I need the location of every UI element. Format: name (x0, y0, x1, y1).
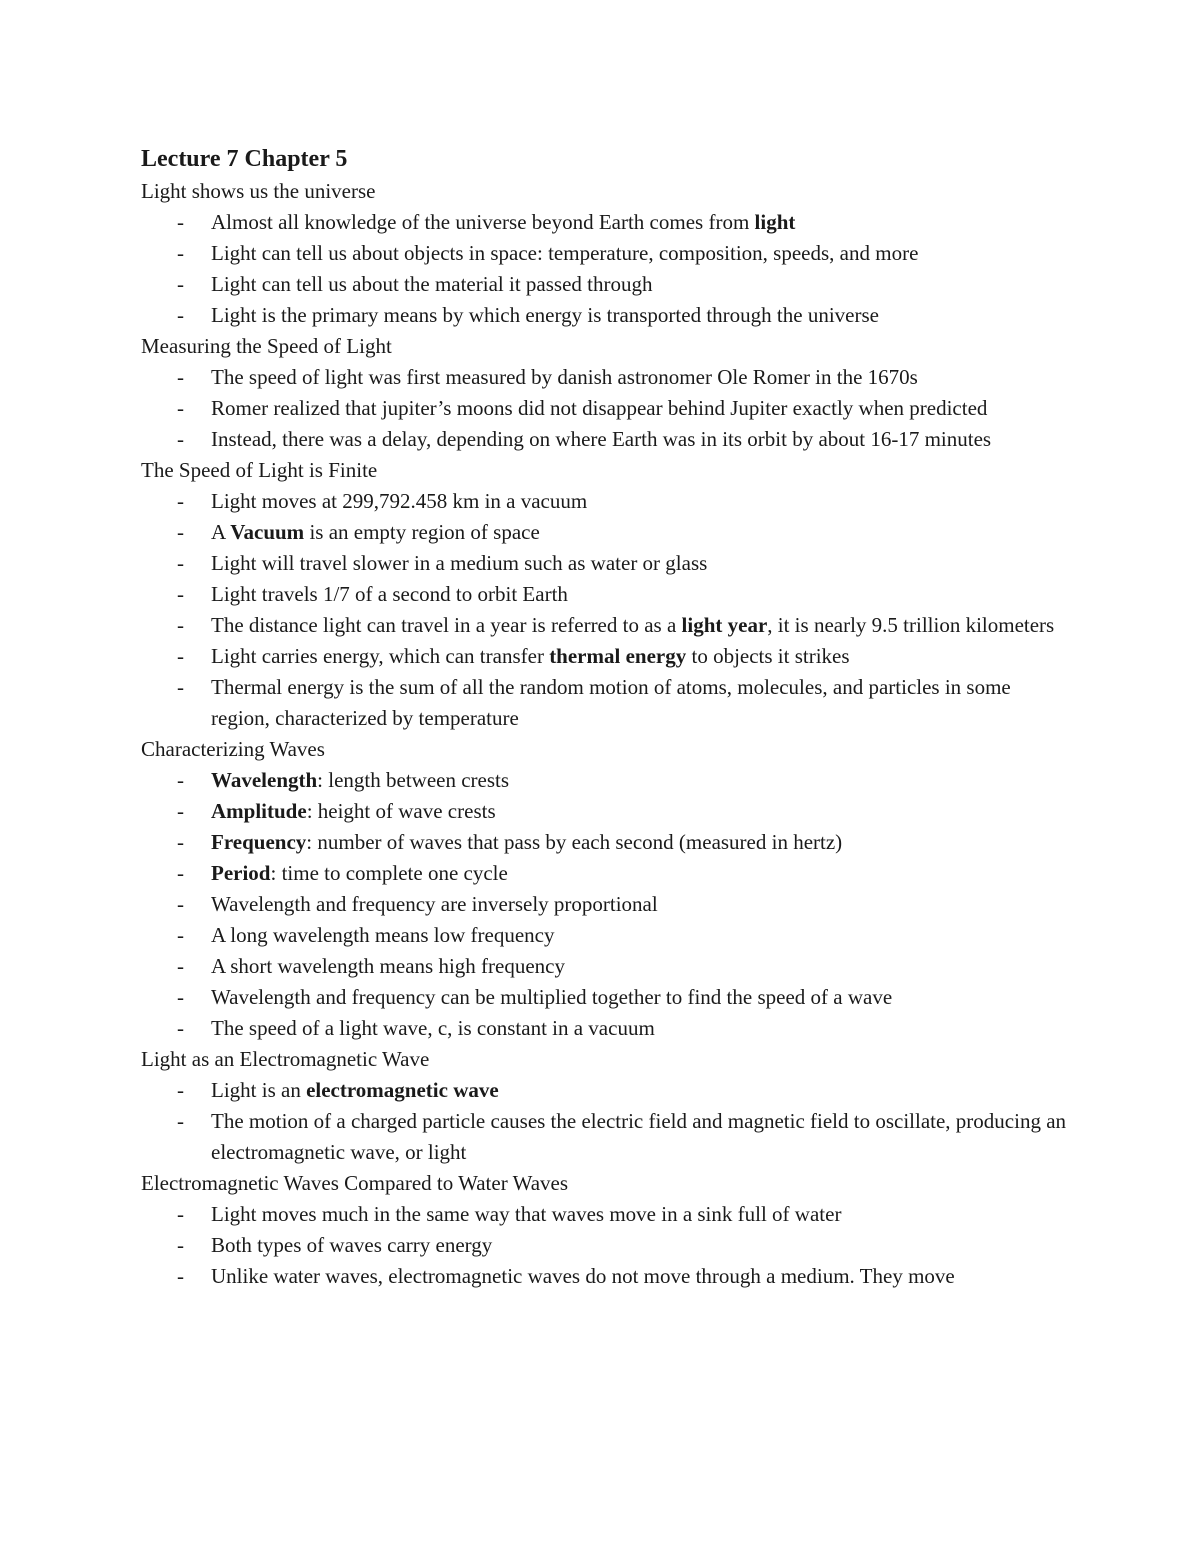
bullet-item (141, 641, 1071, 672)
section-heading: Characterizing Waves (141, 737, 325, 761)
dash-bullet-icon: - (177, 582, 184, 606)
bullet-item (141, 207, 1071, 238)
section-heading: The Speed of Light is Finite (141, 458, 378, 482)
dash-bullet-icon: - (177, 1233, 184, 1257)
bullet-item (141, 1013, 1071, 1044)
bullet-list (141, 1075, 1071, 1168)
text-segment: : time to complete one cycle (270, 861, 508, 885)
dash-bullet-icon: - (177, 520, 184, 544)
dash-bullet-icon: - (177, 1109, 184, 1133)
bullet-item (141, 548, 1071, 579)
text-segment: The speed of light was first measured by danish astronomer Ole Romer in the 1670s (211, 365, 918, 389)
dash-bullet-icon: - (177, 799, 184, 823)
dash-bullet-icon: - (177, 210, 184, 234)
dash-bullet-icon: - (177, 1078, 184, 1102)
bullet-item (141, 486, 1071, 517)
dash-bullet-icon: - (177, 551, 184, 575)
text-segment: The distance light can travel in a year is referred to as a (211, 613, 682, 637)
dash-bullet-icon: - (177, 365, 184, 389)
dash-bullet-icon: - (177, 861, 184, 885)
text-segment: Unlike water waves, electromagnetic waves do not move through a medium. They move (211, 1264, 955, 1288)
bold-term: Vacuum (230, 520, 305, 544)
dash-bullet-icon: - (177, 923, 184, 947)
bullet-list (141, 1199, 1071, 1292)
bold-term: light (754, 210, 796, 234)
text-segment: Almost all knowledge of the universe beyond Earth comes from (211, 210, 755, 234)
bullet-item (141, 765, 1071, 796)
text-segment: Light moves much in the same way that waves move in a sink full of water (211, 1202, 842, 1226)
bold-term: Wavelength (211, 768, 318, 792)
bullet-item (141, 827, 1071, 858)
bold-term: Period (211, 861, 271, 885)
text-segment: Wavelength and frequency are inversely proportional (211, 892, 658, 916)
text-segment: : length between crests (317, 768, 510, 792)
bold-term: Amplitude (211, 799, 307, 823)
text-segment: Light can tell us about objects in space: temperature, composition, speeds, and more (211, 241, 919, 265)
dash-bullet-icon: - (177, 396, 184, 420)
bullet-item (141, 982, 1071, 1013)
bullet-item (141, 517, 1071, 548)
text-segment: A (211, 520, 231, 544)
text-segment: The motion of a charged particle causes the electric field and magnetic field to oscillate, producing an electromagnetic wave, or light (211, 1109, 1067, 1164)
text-segment: Light will travel slower in a medium such as water or glass (211, 551, 708, 575)
bullet-list (141, 362, 1071, 455)
bullet-item (141, 269, 1071, 300)
bullet-item (141, 672, 1071, 734)
sections-container (141, 176, 1071, 1292)
text-segment: : number of waves that pass by each second (measured in hertz) (306, 830, 843, 854)
text-segment: Light moves at 299,792.458 km in a vacuum (211, 489, 588, 513)
text-segment: Light carries energy, which can transfer (211, 644, 550, 668)
text-segment: Both types of waves carry energy (211, 1233, 493, 1257)
bullet-item (141, 362, 1071, 393)
text-segment: Thermal energy is the sum of all the random motion of atoms, molecules, and particles in some region, characterized by temperature (211, 675, 1011, 730)
bullet-item (141, 796, 1071, 827)
document-title: Lecture 7 Chapter 5 (141, 146, 348, 172)
dash-bullet-icon: - (177, 613, 184, 637)
bullet-item (141, 1199, 1071, 1230)
bullet-item (141, 889, 1071, 920)
dash-bullet-icon: - (177, 1202, 184, 1226)
document-page (141, 142, 1071, 1292)
bullet-item (141, 1261, 1071, 1292)
dash-bullet-icon: - (177, 241, 184, 265)
text-segment: , it is nearly 9.5 trillion kilometers (767, 613, 1055, 637)
text-segment: is an empty region of space (304, 520, 540, 544)
bullet-item (141, 858, 1071, 889)
text-segment: Light is the primary means by which energy is transported through the universe (211, 303, 879, 327)
text-segment: Light is an (211, 1078, 307, 1102)
dash-bullet-icon: - (177, 427, 184, 451)
dash-bullet-icon: - (177, 644, 184, 668)
bullet-item (141, 1230, 1071, 1261)
dash-bullet-icon: - (177, 892, 184, 916)
bullet-item (141, 424, 1071, 455)
text-segment: A short wavelength means high frequency (211, 954, 565, 978)
bullet-item (141, 951, 1071, 982)
dash-bullet-icon: - (177, 830, 184, 854)
bold-term: Frequency (211, 830, 307, 854)
dash-bullet-icon: - (177, 985, 184, 1009)
bullet-item (141, 579, 1071, 610)
dash-bullet-icon: - (177, 1016, 184, 1040)
text-segment: A long wavelength means low frequency (211, 923, 555, 947)
text-segment: Instead, there was a delay, depending on where Earth was in its orbit by about 16-17 minutes (211, 427, 992, 451)
bullet-list (141, 765, 1071, 1044)
bullet-item (141, 610, 1071, 641)
text-segment: Romer realized that jupiter’s moons did not disappear behind Jupiter exactly when predicted (211, 396, 988, 420)
section-heading: Measuring the Speed of Light (141, 334, 392, 358)
bullet-item (141, 1075, 1071, 1106)
section-heading: Light as an Electromagnetic Wave (141, 1047, 430, 1071)
bullet-item (141, 920, 1071, 951)
bullet-item (141, 238, 1071, 269)
text-segment: The speed of a light wave, c, is constant in a vacuum (211, 1016, 655, 1040)
dash-bullet-icon: - (177, 1264, 184, 1288)
bold-term: thermal energy (549, 644, 687, 668)
section-heading: Electromagnetic Waves Compared to Water Waves (141, 1171, 569, 1195)
bullet-list (141, 486, 1071, 734)
bullet-item (141, 300, 1071, 331)
dash-bullet-icon: - (177, 272, 184, 296)
text-segment: Light travels 1/7 of a second to orbit Earth (211, 582, 568, 606)
bold-term: electromagnetic wave (306, 1078, 499, 1102)
dash-bullet-icon: - (177, 768, 184, 792)
bullet-item (141, 1106, 1071, 1168)
bold-term: light year (681, 613, 768, 637)
bullet-item (141, 393, 1071, 424)
section-heading: Light shows us the universe (141, 179, 376, 203)
bullet-list (141, 207, 1071, 331)
text-segment: Wavelength and frequency can be multiplied together to find the speed of a wave (211, 985, 893, 1009)
text-segment: Light can tell us about the material it passed through (211, 272, 653, 296)
dash-bullet-icon: - (177, 489, 184, 513)
text-segment: : height of wave crests (306, 799, 496, 823)
dash-bullet-icon: - (177, 675, 184, 699)
dash-bullet-icon: - (177, 303, 184, 327)
dash-bullet-icon: - (177, 954, 184, 978)
text-segment: to objects it strikes (686, 644, 850, 668)
